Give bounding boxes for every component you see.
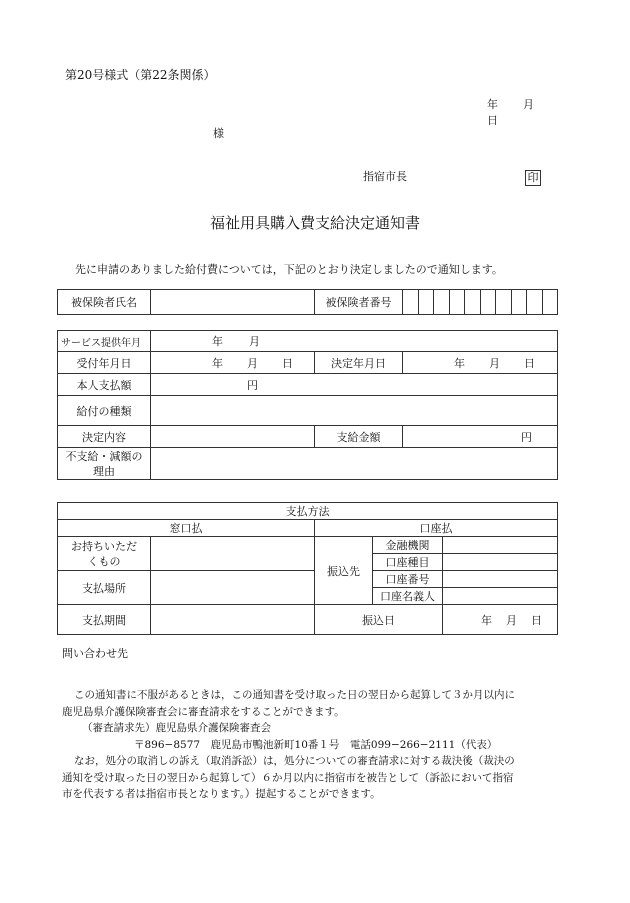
decision-day: 日 bbox=[524, 356, 535, 370]
decision-date-label: 決定年月日 bbox=[315, 352, 403, 374]
transfer-month: 月 bbox=[506, 613, 517, 627]
counter-payment-label: 窓口払 bbox=[58, 520, 315, 537]
issuer-name: 指宿市長 bbox=[363, 170, 407, 183]
insured-number-digit[interactable] bbox=[511, 290, 527, 315]
reason-label bbox=[58, 448, 151, 480]
notice-line-6: 通知を受け取った日の翌日から起算して）６か月以内に指宿市を被告として（訴訟において指宿 bbox=[62, 771, 514, 784]
items-to-bring-line2: くもの bbox=[87, 554, 121, 568]
payment-period-label: 支払期間 bbox=[58, 605, 151, 635]
account-payment-label: 口座払 bbox=[315, 520, 558, 537]
transfer-to-label: 振込先 bbox=[315, 537, 373, 605]
issue-date-month: 月 bbox=[523, 98, 534, 111]
transfer-day: 日 bbox=[531, 613, 542, 627]
insured-number-digit[interactable] bbox=[418, 290, 434, 315]
document-title: 福祉用具購入費支給決定通知書 bbox=[209, 214, 420, 232]
account-holder-field[interactable] bbox=[443, 588, 558, 605]
received-day: 日 bbox=[282, 356, 293, 370]
appeal-notice bbox=[62, 687, 582, 803]
issue-date bbox=[487, 96, 567, 128]
payment-table bbox=[57, 502, 558, 635]
intro-text: 先に申請のありました給付費については，下記のとおり決定しましたので通知します。 bbox=[75, 263, 503, 276]
items-to-bring-line1: お持ちいただ bbox=[71, 539, 137, 553]
transfer-year: 年 bbox=[481, 613, 492, 627]
account-number-field[interactable] bbox=[443, 571, 558, 588]
benefit-type-field[interactable] bbox=[151, 396, 558, 426]
seal-mark bbox=[525, 166, 541, 186]
notice-line-3: （審査請求先）鹿児島県介護保険審査会 bbox=[82, 722, 271, 734]
insured-number-digit[interactable] bbox=[403, 290, 419, 315]
decision-date-field[interactable] bbox=[403, 352, 558, 374]
account-type-label: 口座種目 bbox=[373, 554, 443, 571]
account-type-field[interactable] bbox=[443, 554, 558, 571]
notice-line-2: 鹿児島県介護保険審査会に審査請求をすることができます。 bbox=[62, 705, 345, 718]
self-pay-field[interactable] bbox=[151, 374, 558, 396]
decision-content-field[interactable] bbox=[151, 426, 315, 448]
received-date-label: 受付年月日 bbox=[58, 352, 151, 374]
service-period-field[interactable] bbox=[151, 331, 558, 352]
service-table bbox=[57, 330, 558, 480]
decision-content-label: 決定内容 bbox=[58, 426, 151, 448]
decision-year: 年 bbox=[454, 356, 465, 370]
bank-label: 金融機関 bbox=[373, 537, 443, 554]
payment-method-label: 支払方法 bbox=[58, 503, 558, 520]
items-to-bring-label bbox=[58, 537, 151, 571]
transfer-date-field[interactable] bbox=[443, 605, 558, 635]
service-period-month: 月 bbox=[249, 335, 260, 348]
issue-date-day: 日 bbox=[487, 114, 498, 127]
reason-field[interactable] bbox=[151, 448, 558, 480]
decision-month: 月 bbox=[489, 356, 500, 370]
notice-line-4: 〒896−8577 鹿児島市鴨池新町10番１号 電話099−266−2111（代表） bbox=[134, 738, 498, 751]
contact-label: 問い合わせ先 bbox=[62, 647, 128, 660]
notice-line-5: なお，処分の取消しの訴え（取消訴訟）は，処分についての審査請求に対する裁決後（裁決の bbox=[74, 755, 515, 767]
received-month: 月 bbox=[247, 356, 258, 370]
insured-number-digit[interactable] bbox=[449, 290, 465, 315]
reason-label-line1: 不支給・減額の bbox=[65, 449, 143, 463]
issue-date-year: 年 bbox=[487, 98, 498, 111]
insured-number-digit[interactable] bbox=[465, 290, 481, 315]
reason-label-line2: 理由 bbox=[93, 464, 115, 478]
service-period-label: サービス提供年月 bbox=[58, 331, 151, 352]
payment-amount-field[interactable] bbox=[403, 426, 558, 448]
insured-table bbox=[57, 289, 558, 315]
payment-amount-label: 支給金額 bbox=[315, 426, 403, 448]
insured-number-digit[interactable] bbox=[542, 290, 558, 315]
account-number-label: 口座番号 bbox=[373, 571, 443, 588]
bank-field[interactable] bbox=[443, 537, 558, 554]
self-pay-unit: 円 bbox=[247, 378, 258, 392]
insured-number-digit[interactable] bbox=[527, 290, 543, 315]
benefit-type-label: 給付の種類 bbox=[58, 396, 151, 426]
received-year: 年 bbox=[212, 356, 223, 370]
insured-number-label: 被保険者番号 bbox=[315, 290, 403, 315]
addressee-suffix: 様 bbox=[213, 127, 224, 140]
insured-number-digit[interactable] bbox=[480, 290, 496, 315]
notice-line-7: 市を代表する者は指宿市長となります。）提起することができます。 bbox=[62, 788, 381, 800]
service-period-year: 年 bbox=[212, 335, 223, 348]
seal-icon: 印 bbox=[525, 170, 541, 186]
payment-amount-unit: 円 bbox=[521, 430, 532, 444]
items-to-bring-field[interactable] bbox=[151, 537, 315, 571]
notice-line-1: この通知書に不服があるときは，この通知書を受け取った日の翌日から起算して３か月以内に bbox=[74, 689, 515, 701]
self-pay-label: 本人支払額 bbox=[58, 374, 151, 396]
payment-place-label: 支払場所 bbox=[58, 571, 151, 605]
insured-name-label: 被保険者氏名 bbox=[58, 290, 151, 315]
account-holder-label: 口座名義人 bbox=[373, 588, 443, 605]
form-number: 第20号様式（第22条関係） bbox=[65, 68, 216, 82]
insured-number-digit[interactable] bbox=[496, 290, 512, 315]
received-date-field[interactable] bbox=[151, 352, 315, 374]
insured-number-digit[interactable] bbox=[434, 290, 450, 315]
payment-place-field[interactable] bbox=[151, 571, 315, 605]
insured-name-field[interactable] bbox=[151, 290, 315, 315]
transfer-date-label: 振込日 bbox=[315, 605, 443, 635]
payment-period-field[interactable] bbox=[151, 605, 315, 635]
